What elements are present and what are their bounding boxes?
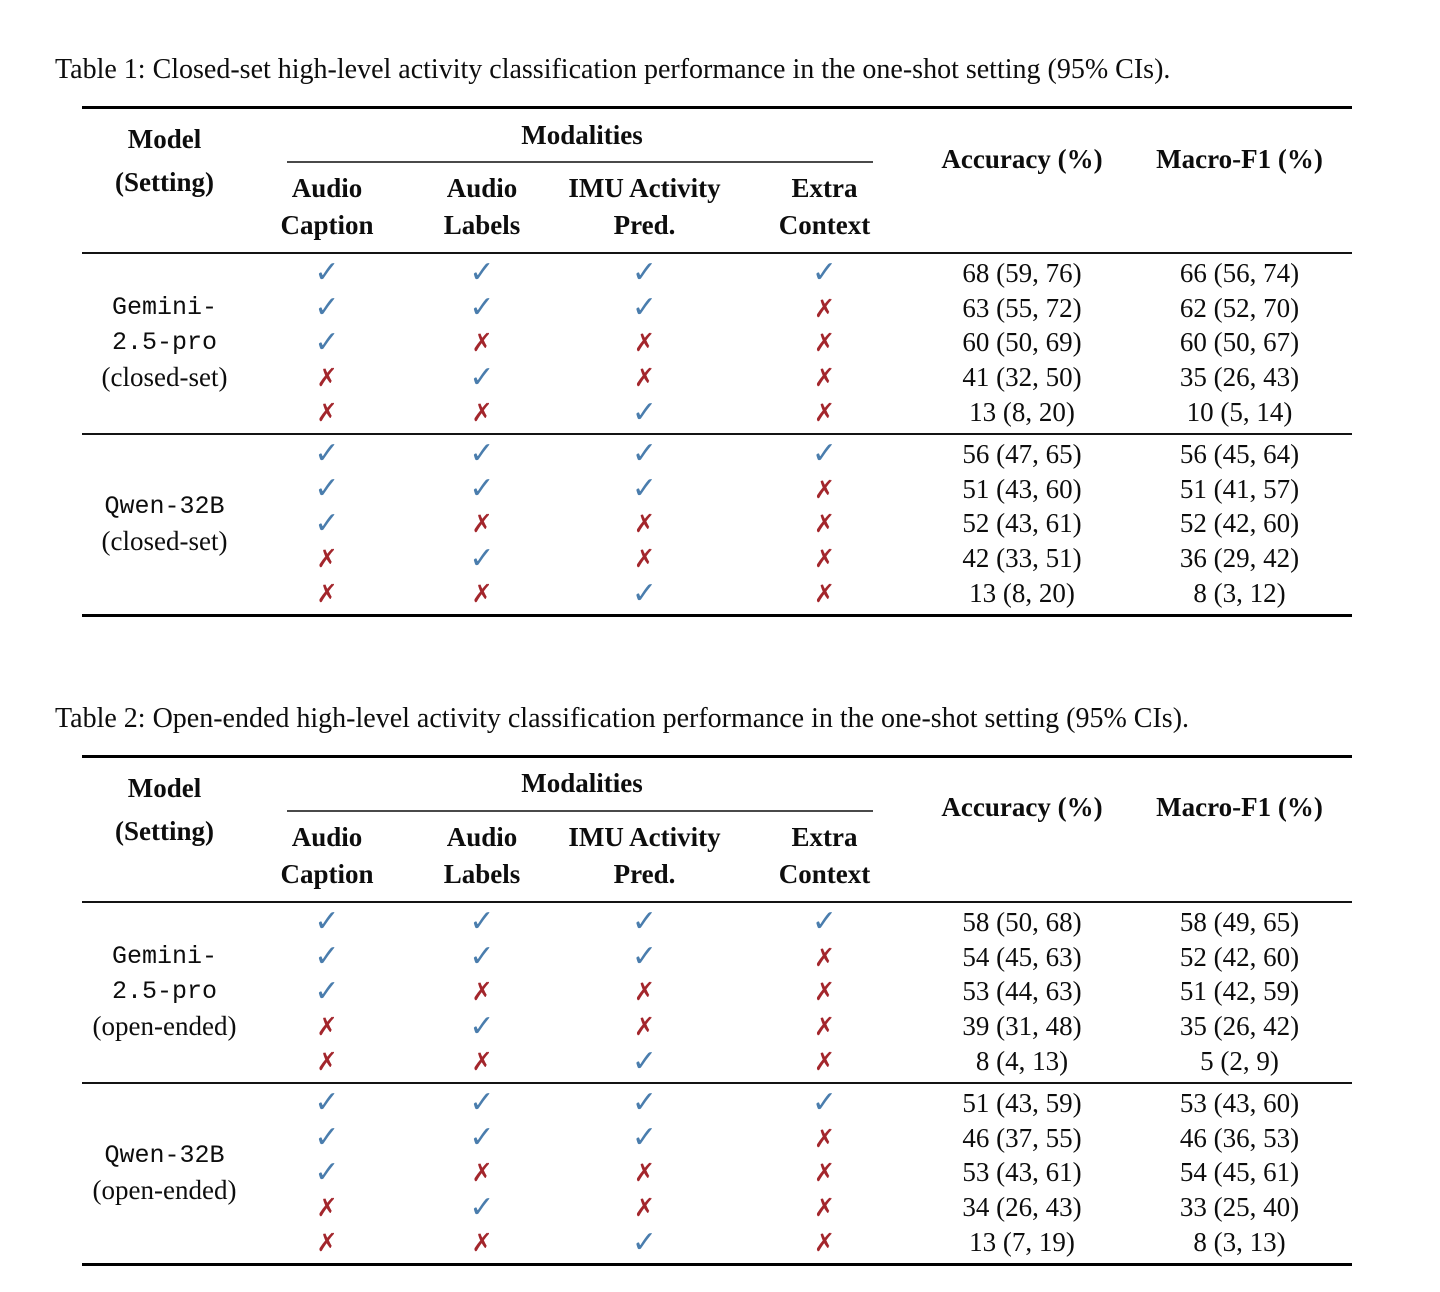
modality-column-header (407, 170, 557, 252)
check-icon: ✓ (631, 575, 658, 611)
cross-icon: ✗ (634, 1012, 655, 1042)
model-name-line: Qwen-32B (104, 491, 225, 521)
model-header-line: Model (127, 124, 202, 154)
table-2-caption: Table 2: Open-ended high-level activity classification performance in the one-shot setting (95% CIs). (55, 702, 1190, 734)
cross-icon: ✗ (814, 1193, 835, 1223)
model-name-line: Gemini- (111, 942, 218, 972)
modality-column-header (407, 819, 557, 901)
check-icon: ✓ (314, 505, 340, 541)
cross-icon: ✗ (316, 1012, 338, 1042)
cross-icon: ✗ (814, 1158, 835, 1188)
cross-icon: ✗ (471, 1047, 493, 1077)
cross-icon: ✗ (634, 1158, 655, 1188)
cross-icon: ✗ (814, 579, 835, 609)
modality-header-line1: Audio (446, 821, 518, 852)
accuracy-value: 56 (47, 65) (962, 438, 1082, 469)
table-1 (82, 106, 1352, 617)
check-icon: ✓ (811, 436, 838, 472)
modality-column-header (247, 819, 407, 901)
accuracy-value: 51 (43, 60) (962, 473, 1082, 504)
cross-icon: ✗ (316, 1047, 338, 1077)
check-icon: ✓ (469, 436, 495, 472)
accuracy-value: 13 (8, 20) (969, 578, 1075, 609)
macro-f1-value: 33 (25, 40) (1179, 1192, 1300, 1223)
modality-column-header (247, 170, 407, 252)
modality-header-line1: Extra (791, 821, 858, 852)
cross-icon: ✗ (471, 328, 493, 358)
modality-column-header (732, 819, 917, 901)
check-icon: ✓ (314, 1154, 340, 1190)
macro-f1-value: 52 (42, 60) (1179, 508, 1300, 539)
check-icon: ✓ (631, 1224, 658, 1260)
check-icon: ✓ (631, 1085, 658, 1121)
check-icon: ✓ (314, 324, 340, 360)
check-icon: ✓ (631, 1043, 658, 1079)
accuracy-value: 51 (43, 59) (962, 1087, 1082, 1118)
macro-f1-value: 56 (45, 64) (1179, 438, 1300, 469)
cross-icon: ✗ (814, 363, 835, 393)
modality-header-line1: Audio (446, 173, 518, 203)
setting-header-line: (Setting) (115, 815, 214, 846)
macro-f1-header: Macro-F1 (%) (1156, 143, 1323, 174)
model-name-line: 2.5-pro (111, 328, 218, 358)
cross-icon: ✗ (471, 579, 493, 609)
modality-column-header (732, 170, 917, 252)
check-icon: ✓ (811, 255, 838, 291)
modality-header-line2: Caption (280, 858, 374, 889)
table-section (82, 433, 1352, 614)
accuracy-value: 58 (50, 68) (962, 906, 1082, 937)
macro-f1-value: 51 (41, 57) (1179, 473, 1300, 504)
macro-f1-value: 60 (50, 67) (1179, 327, 1300, 358)
check-icon: ✓ (469, 290, 495, 326)
cross-icon: ✗ (316, 579, 338, 609)
accuracy-value: 13 (8, 20) (969, 397, 1075, 428)
accuracy-header: Accuracy (%) (941, 792, 1103, 823)
modality-header-line2: Pred. (613, 858, 676, 889)
accuracy-value: 34 (26, 43) (962, 1192, 1082, 1223)
modality-column-headers (247, 163, 917, 252)
macro-f1-value: 66 (56, 74) (1179, 257, 1300, 288)
macro-f1-value: 35 (26, 43) (1179, 362, 1300, 393)
check-icon: ✓ (314, 471, 340, 507)
model-header-line: Model (127, 772, 202, 803)
accuracy-value: 39 (31, 48) (962, 1011, 1082, 1042)
modality-header-line2: Caption (280, 210, 374, 240)
cross-icon: ✗ (316, 1228, 338, 1258)
macro-f1-header: Macro-F1 (%) (1156, 792, 1323, 823)
check-icon: ✓ (469, 471, 495, 507)
macro-f1-value: 62 (52, 70) (1179, 292, 1300, 323)
check-icon: ✓ (469, 1008, 495, 1044)
cross-icon: ✗ (634, 1193, 655, 1223)
cross-icon: ✗ (634, 509, 655, 539)
check-icon: ✓ (314, 255, 340, 291)
cross-icon: ✗ (814, 1012, 835, 1042)
check-icon: ✓ (469, 939, 495, 975)
modality-header-line1: Audio (291, 821, 363, 852)
check-icon: ✓ (314, 1085, 340, 1121)
cross-icon: ✗ (316, 398, 338, 428)
table-2-bottomrule (82, 1263, 1352, 1266)
cross-icon: ✗ (471, 509, 493, 539)
model-setting-line: (open-ended) (92, 1174, 237, 1205)
cross-icon: ✗ (316, 363, 338, 393)
macro-f1-value: 8 (3, 12) (1193, 578, 1286, 609)
check-icon: ✓ (314, 290, 340, 326)
check-icon: ✓ (811, 904, 838, 940)
model-name-line: Qwen-32B (104, 1140, 225, 1170)
check-icon: ✓ (631, 471, 658, 507)
modality-header-line1: IMU Activity (568, 821, 721, 852)
accuracy-value: 13 (7, 19) (969, 1227, 1075, 1258)
cross-icon: ✗ (814, 1123, 835, 1153)
check-icon: ✓ (314, 436, 340, 472)
cross-icon: ✗ (814, 977, 835, 1007)
table-section (82, 1082, 1352, 1263)
check-icon: ✓ (631, 1120, 658, 1156)
cross-icon: ✗ (814, 293, 835, 323)
cross-icon: ✗ (634, 328, 655, 358)
check-icon: ✓ (469, 1085, 495, 1121)
table-1-body (82, 254, 1352, 614)
macro-f1-value: 46 (36, 53) (1179, 1122, 1300, 1153)
cross-icon: ✗ (634, 363, 655, 393)
accuracy-value: 68 (59, 76) (962, 257, 1082, 288)
cross-icon: ✗ (814, 474, 835, 504)
macro-f1-value: 36 (29, 42) (1179, 543, 1300, 574)
check-icon: ✓ (314, 939, 340, 975)
check-icon: ✓ (631, 939, 658, 975)
cross-icon: ✗ (814, 544, 835, 574)
table-2-body (82, 903, 1352, 1263)
macro-f1-value: 35 (26, 42) (1179, 1011, 1300, 1042)
model-label (82, 437, 247, 611)
modality-header-line1: IMU Activity (568, 173, 721, 203)
model-label (82, 256, 247, 430)
modality-header-line2: Labels (443, 210, 521, 240)
model-setting-line: (open-ended) (92, 1011, 237, 1042)
modality-column-header (557, 170, 732, 252)
model-name-line: Gemini- (111, 293, 218, 323)
macro-f1-value: 5 (2, 9) (1200, 1046, 1279, 1077)
model-setting-line: (closed-set) (101, 525, 228, 556)
cross-icon: ✗ (471, 1158, 493, 1188)
check-icon: ✓ (631, 255, 658, 291)
modalities-header-group (247, 109, 917, 252)
model-label (82, 1086, 247, 1260)
check-icon: ✓ (631, 394, 658, 430)
macro-f1-value: 52 (42, 60) (1179, 941, 1300, 972)
check-icon: ✓ (469, 359, 495, 395)
check-icon: ✓ (469, 1189, 495, 1225)
model-name-line: 2.5-pro (111, 977, 218, 1007)
table-1-bottomrule (82, 614, 1352, 617)
cross-icon: ✗ (814, 509, 835, 539)
table-1-header (82, 109, 1352, 252)
cross-icon: ✗ (814, 942, 835, 972)
accuracy-value: 53 (43, 61) (962, 1157, 1082, 1188)
accuracy-value: 60 (50, 69) (962, 327, 1082, 358)
model-setting-header (82, 758, 247, 901)
macro-f1-value: 10 (5, 14) (1186, 397, 1293, 428)
check-icon: ✓ (469, 255, 495, 291)
table-2 (82, 755, 1352, 1266)
modality-column-header (557, 819, 732, 901)
accuracy-value: 8 (4, 13) (975, 1046, 1069, 1077)
accuracy-value: 46 (37, 55) (962, 1122, 1082, 1153)
cross-icon: ✗ (814, 398, 835, 428)
cross-icon: ✗ (471, 977, 493, 1007)
macro-f1-value: 53 (43, 60) (1179, 1087, 1300, 1118)
cross-icon: ✗ (471, 398, 493, 428)
setting-header-line: (Setting) (115, 167, 214, 197)
macro-f1-value: 54 (45, 61) (1179, 1157, 1300, 1188)
table-section (82, 903, 1352, 1082)
modalities-header-group (247, 758, 917, 901)
check-icon: ✓ (314, 904, 340, 940)
modality-column-headers (247, 812, 917, 901)
model-setting-line: (closed-set) (101, 362, 228, 393)
accuracy-value: 41 (32, 50) (962, 362, 1082, 393)
macro-f1-value: 58 (49, 65) (1179, 906, 1300, 937)
macro-f1-value: 51 (42, 59) (1179, 976, 1300, 1007)
check-icon: ✓ (469, 1120, 495, 1156)
cross-icon: ✗ (316, 1193, 338, 1223)
cross-icon: ✗ (814, 328, 835, 358)
cross-icon: ✗ (471, 1228, 493, 1258)
table-section (82, 254, 1352, 433)
cross-icon: ✗ (316, 544, 338, 574)
model-label (82, 905, 247, 1079)
check-icon: ✓ (314, 1120, 340, 1156)
cross-icon: ✗ (814, 1228, 835, 1258)
modality-header-line2: Context (778, 858, 871, 889)
check-icon: ✓ (469, 904, 495, 940)
table-2-header (82, 758, 1352, 901)
accuracy-value: 54 (45, 63) (962, 941, 1082, 972)
modality-header-line2: Pred. (613, 210, 676, 240)
modality-header-line1: Audio (291, 173, 363, 203)
check-icon: ✓ (631, 904, 658, 940)
check-icon: ✓ (631, 436, 658, 472)
accuracy-value: 52 (43, 61) (962, 508, 1082, 539)
modalities-title: Modalities (521, 768, 643, 799)
check-icon: ✓ (631, 290, 658, 326)
modality-header-line2: Labels (443, 858, 521, 889)
accuracy-value: 42 (33, 51) (962, 543, 1082, 574)
cross-icon: ✗ (634, 977, 655, 1007)
modalities-title: Modalities (521, 119, 643, 150)
check-icon: ✓ (811, 1085, 838, 1121)
check-icon: ✓ (314, 973, 340, 1009)
modality-header-line2: Context (778, 210, 871, 240)
cross-icon: ✗ (634, 544, 655, 574)
model-setting-header (82, 109, 247, 252)
accuracy-header: Accuracy (%) (941, 143, 1103, 174)
cross-icon: ✗ (814, 1047, 835, 1077)
accuracy-value: 53 (44, 63) (962, 976, 1082, 1007)
check-icon: ✓ (469, 540, 495, 576)
macro-f1-value: 8 (3, 13) (1193, 1227, 1286, 1258)
modality-header-line1: Extra (791, 173, 858, 203)
accuracy-value: 63 (55, 72) (962, 292, 1082, 323)
table-1-caption: Table 1: Closed-set high-level activity classification performance in the one-shot setting (95% CIs). (55, 54, 1171, 85)
